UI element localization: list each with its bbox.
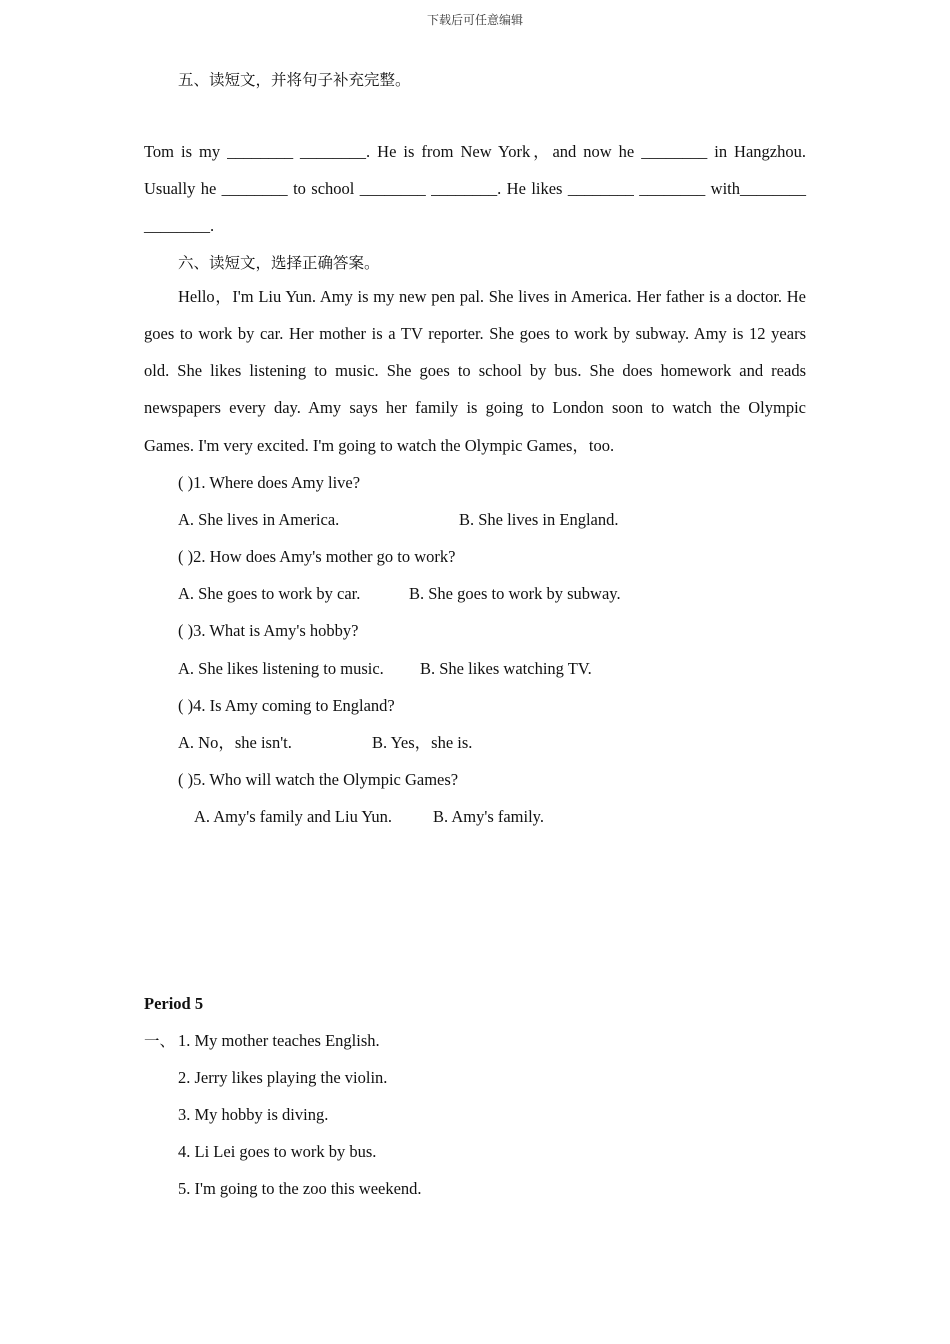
answer-item-4: 4. Li Lei goes to work by bus.: [178, 1142, 377, 1161]
passage-line-1: Hello，I'm Liu Yun. Amy is my new pen pal. She lives in America. Her father is a doctor. He: [178, 287, 806, 306]
answer-item-5: 5. I'm going to the zoo this weekend.: [178, 1179, 422, 1198]
question-3: ( )3. What is Amy's hobby?: [178, 621, 359, 640]
question-3-option-a: A. She likes listening to music.: [178, 659, 384, 678]
page-header-note: 下载后可任意编辑: [426, 13, 523, 27]
answer-item-3: 3. My hobby is diving.: [178, 1105, 329, 1124]
question-1-option-b: B. She lives in England.: [459, 510, 619, 529]
section5-heading: 五、读短文，并将句子补充完整。: [178, 71, 411, 89]
question-4-option-a: A. No，she isn't.: [178, 733, 292, 752]
passage-line-2: goes to work by car. Her mother is a TV reporter. She goes to work by subway. Amy is 12 years: [144, 324, 806, 343]
section5-line-1: Tom is my ________ ________. He is from New York，and now he ________ in Hangzhou.: [144, 142, 806, 161]
answers-prefix: 一、: [144, 1032, 176, 1050]
question-5-option-b: B. Amy's family.: [433, 807, 544, 826]
question-3-option-b: B. She likes watching TV.: [420, 659, 592, 678]
section5-line-2: Usually he ________ to school ________ ________. He likes ________ ________ with________: [144, 179, 806, 198]
section6-heading: 六、读短文，选择正确答案。: [178, 254, 380, 272]
question-2-option-a: A. She goes to work by car.: [178, 584, 361, 603]
question-4-option-b: B. Yes，she is.: [372, 733, 473, 752]
question-5-option-a: A. Amy's family and Liu Yun.: [194, 807, 393, 826]
answer-item-2: 2. Jerry likes playing the violin.: [178, 1068, 388, 1087]
question-1-option-a: A. She lives in America.: [178, 510, 340, 529]
passage-line-4: newspapers every day. Amy says her family is going to London soon to watch the Olympic: [144, 398, 806, 417]
question-4: ( )4. Is Amy coming to England?: [178, 696, 395, 715]
question-2: ( )2. How does Amy's mother go to work?: [178, 547, 456, 566]
question-1: ( )1. Where does Amy live?: [178, 473, 361, 492]
answer-item-1: 1. My mother teaches English.: [178, 1031, 380, 1050]
question-5: ( )5. Who will watch the Olympic Games?: [178, 770, 459, 789]
passage-line-3: old. She likes listening to music. She goes to school by bus. She does homework and reads: [144, 361, 806, 380]
section5-line-3: ________.: [144, 216, 215, 235]
question-2-option-b: B. She goes to work by subway.: [409, 584, 621, 603]
period-title: Period 5: [144, 994, 204, 1013]
passage-line-5: Games. I'm very excited. I'm going to watch the Olympic Games，too.: [144, 436, 615, 455]
